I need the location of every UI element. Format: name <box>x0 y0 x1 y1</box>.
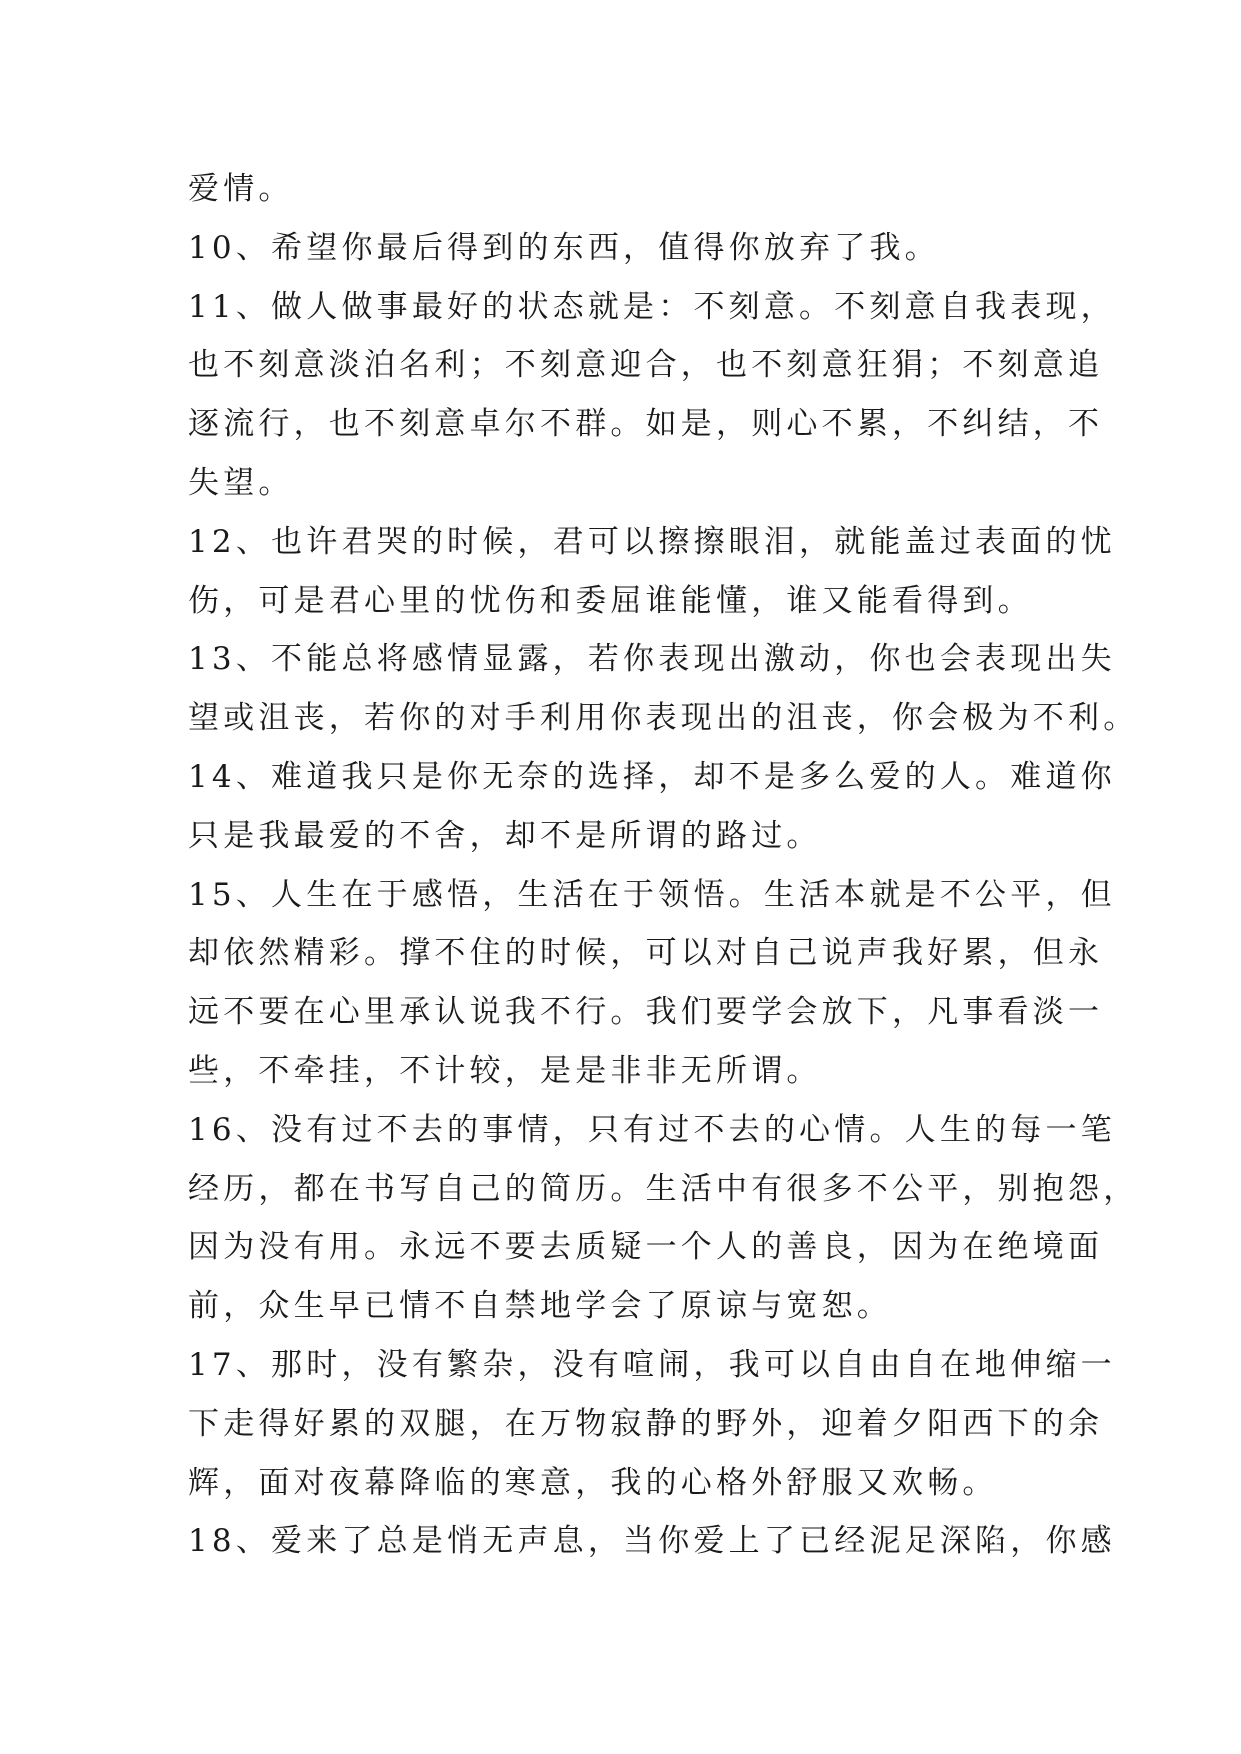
text-line: 12、也许君哭的时候，君可以擦擦眼泪，就能盖过表面的忧 <box>188 523 1116 560</box>
text-line: 18、爱来了总是悄无声息，当你爱上了已经泥足深陷，你感 <box>188 1523 1116 1560</box>
text-line: 15、人生在于感悟，生活在于领悟。生活本就是不公平，但 <box>188 876 1116 913</box>
text-line: 下走得好累的双腿，在万物寂静的野外，迎着夕阳西下的余 <box>188 1405 1104 1442</box>
text-line: 远不要在心里承认说我不行。我们要学会放下，凡事看淡一 <box>188 994 1104 1031</box>
text-line: 也不刻意淡泊名利；不刻意迎合，也不刻意狂狷；不刻意追 <box>188 347 1104 384</box>
text-line: 只是我最爱的不舍，却不是所谓的路过。 <box>188 817 822 854</box>
text-line: 经历，都在书写自己的简历。生活中有很多不公平，别抱怨， <box>188 1170 1139 1207</box>
text-line: 因为没有用。永远不要去质疑一个人的善良，因为在绝境面 <box>188 1229 1104 1266</box>
text-line: 前，众生早已情不自禁地学会了原谅与宽恕。 <box>188 1288 892 1325</box>
text-line: 16、没有过不去的事情，只有过不去的心情。人生的每一笔 <box>188 1111 1116 1148</box>
text-line: 逐流行，也不刻意卓尔不群。如是，则心不累，不纠结，不 <box>188 406 1104 443</box>
text-line: 望或沮丧，若你的对手利用你表现出的沮丧，你会极为不利。 <box>188 700 1139 737</box>
text-line: 爱情。 <box>188 171 294 207</box>
text-line: 伤，可是君心里的忧伤和委屈谁能懂，谁又能看得到。 <box>188 582 1033 619</box>
text-line: 13、不能总将感情显露，若你表现出激动，你也会表现出失 <box>188 641 1116 678</box>
text-line: 些，不牵挂，不计较，是是非非无所谓。 <box>188 1052 822 1089</box>
text-line: 17、那时，没有繁杂，没有喧闹，我可以自由自在地伸缩一 <box>188 1346 1116 1383</box>
text-line: 10、希望你最后得到的东西，值得你放弃了我。 <box>188 229 940 266</box>
text-line: 14、难道我只是你无奈的选择，却不是多么爱的人。难道你 <box>188 758 1116 795</box>
text-line: 却依然精彩。撑不住的时候，可以对自己说声我好累，但永 <box>188 935 1104 972</box>
text-line: 失望。 <box>188 464 294 501</box>
text-line: 辉，面对夜幕降临的寒意，我的心格外舒服又欢畅。 <box>188 1464 998 1501</box>
text-line: 11、做人做事最好的状态就是：不刻意。不刻意自我表现， <box>188 288 1116 325</box>
document-body <box>188 160 1139 1571</box>
